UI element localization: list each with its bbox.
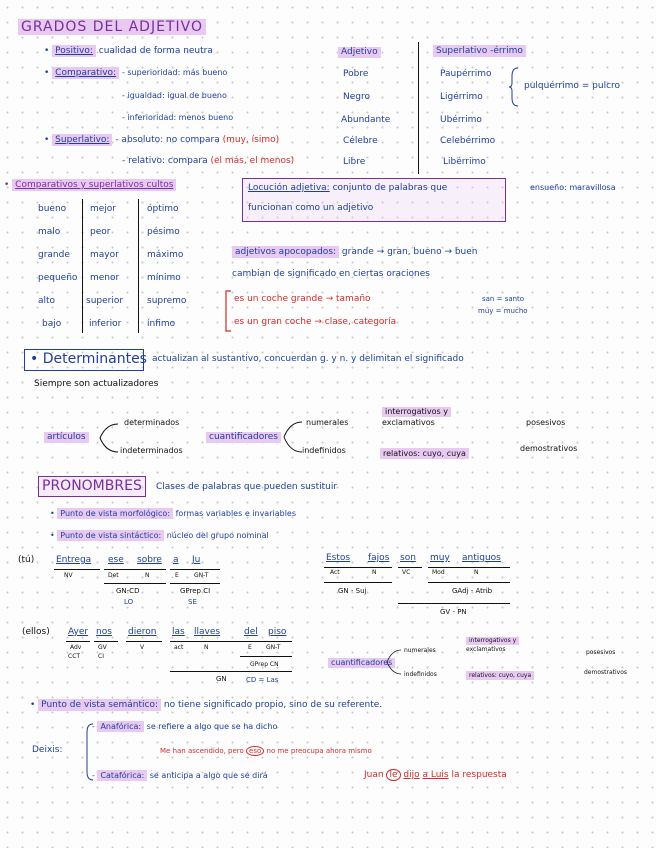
word: nos bbox=[96, 627, 112, 637]
locucion-line2: funcionan como un adjetivo bbox=[248, 203, 374, 213]
word: antiguos bbox=[462, 553, 501, 563]
sup-absoluto-note: (muy, ísimo) bbox=[222, 135, 280, 145]
divider bbox=[82, 199, 83, 333]
mini-interrogativos: interrogativos y bbox=[466, 637, 519, 645]
branch-icon bbox=[384, 646, 402, 678]
branch-icon bbox=[96, 420, 120, 456]
mini-numerales: numerales bbox=[404, 647, 436, 654]
tag: GN-T bbox=[266, 644, 281, 651]
tag: N bbox=[372, 569, 377, 576]
word: sobre bbox=[137, 555, 162, 565]
determinantes-def: actualizan al sustantivo, concuerdan g. y n. y delimitan el significado bbox=[152, 354, 464, 364]
apocopados-line: adjetivos apocopados: grande → gran, bueno → buen bbox=[232, 248, 478, 257]
word: piso bbox=[268, 627, 287, 637]
tag: VC bbox=[402, 569, 411, 576]
mini-indefinidos: indefinidos bbox=[404, 671, 437, 678]
word: del bbox=[244, 627, 258, 637]
word: Ju bbox=[192, 555, 201, 565]
pronombres-title: PRONOMBRES bbox=[42, 478, 142, 494]
word: Estos bbox=[326, 553, 351, 563]
word: son bbox=[400, 553, 416, 563]
word: fajos bbox=[368, 553, 390, 563]
locucion-line1: Locución adjetiva: conjunto de palabras que bbox=[248, 183, 448, 193]
numerales-label: numerales bbox=[306, 418, 349, 427]
tag: GV bbox=[98, 644, 107, 651]
superlativo-label: Superlativo: bbox=[52, 134, 112, 146]
group: GAdj - Atrib bbox=[452, 587, 493, 595]
sup-absoluto: - absoluto: no compara bbox=[115, 135, 220, 145]
deixis-label: Deixis: bbox=[32, 745, 63, 755]
word: ese bbox=[108, 555, 124, 565]
tag: Adv bbox=[70, 644, 82, 651]
tag: N bbox=[204, 644, 209, 651]
tag: CI bbox=[98, 653, 104, 660]
apocopados-note: san = santo bbox=[482, 295, 525, 303]
table-cell: ínfimo bbox=[147, 319, 176, 329]
adjetivo-item: Abundante bbox=[341, 115, 391, 125]
comp-igualdad: - igualdad: igual de bueno bbox=[122, 91, 227, 100]
posesivos-label: posesivos bbox=[526, 418, 566, 427]
cataforica-example: Juan le dijo a Luis la respuesta bbox=[364, 770, 507, 780]
relativos-label: relativos: cuyo, cuya bbox=[380, 450, 469, 458]
superlativo-item: Ligérrimo bbox=[440, 92, 483, 102]
determinantes-note: Siempre son actualizadores bbox=[34, 379, 159, 389]
group: GPrep CI bbox=[180, 587, 211, 595]
word: muy bbox=[430, 553, 450, 563]
pronombres-def: Clases de palabras que pueden sustituir bbox=[156, 482, 338, 492]
sup-relativo-line bbox=[122, 157, 294, 166]
tag: E bbox=[248, 644, 252, 651]
table-cell: bueno bbox=[38, 204, 67, 214]
morf-line: • Punto de vista morfológico: formas variables e invariables bbox=[50, 509, 297, 518]
table-cell: grande bbox=[38, 250, 70, 260]
apocopados-example: es un gran coche → clase, categoría bbox=[234, 317, 397, 327]
tag: V bbox=[140, 644, 145, 651]
table-cell: óptimo bbox=[147, 204, 179, 214]
tag: E bbox=[175, 572, 179, 579]
adjetivo-item: Célebre bbox=[343, 136, 378, 146]
tag: GN-T bbox=[194, 572, 209, 579]
demostrativos-label: demostrativos bbox=[520, 444, 578, 453]
cuantificadores-label: cuantificadores bbox=[206, 432, 281, 443]
determinantes-title: • Determinantes bbox=[30, 351, 147, 367]
sup-relativo-note: (el más, el menos) bbox=[210, 156, 295, 166]
superlativo-item: Libérrimo bbox=[443, 157, 486, 167]
mini-posesivos: posesivos bbox=[586, 649, 616, 656]
circled-word: eso bbox=[246, 746, 264, 756]
table-cell: mínimo bbox=[147, 273, 181, 283]
divider bbox=[138, 199, 139, 333]
word: a bbox=[173, 555, 179, 565]
tag: Det bbox=[108, 572, 119, 579]
page-title: GRADOS DEL ADJETIVO bbox=[18, 19, 206, 35]
group: CD = Las bbox=[246, 676, 279, 684]
table-cell: peor bbox=[90, 227, 111, 237]
group: LO bbox=[124, 598, 134, 606]
sint-line: • Punto de vista sintáctico: núcleo del grupo nominal bbox=[50, 531, 269, 540]
comparativo-label: Comparativo: bbox=[52, 67, 119, 79]
circled-word: le bbox=[386, 769, 400, 781]
anaforica-line: - Anafórica: se refiere a algo que se ha dicho bbox=[92, 722, 278, 731]
word: las bbox=[172, 627, 185, 637]
sem-line: • Punto de vista semántico: no tiene significado propio, sino de su referente. bbox=[30, 700, 383, 710]
bracket-icon bbox=[224, 290, 232, 332]
group: GN - Suj bbox=[338, 587, 367, 595]
group: GV - PN bbox=[440, 608, 467, 616]
group: SE bbox=[188, 598, 197, 606]
articulos-label: artículos bbox=[44, 432, 89, 443]
determinados-label: determinados bbox=[124, 418, 180, 427]
group: GPrep CN bbox=[250, 661, 279, 668]
tag: CCT bbox=[68, 653, 81, 660]
divider bbox=[418, 42, 419, 174]
subject-tu: (tú) bbox=[18, 555, 35, 565]
tag: N bbox=[474, 569, 479, 576]
word: Entrega bbox=[56, 555, 92, 565]
apocopados-note: muy = mucho bbox=[478, 307, 528, 315]
superlativo-item: Celebérrimo bbox=[440, 136, 496, 146]
table-cell: supremo bbox=[147, 296, 187, 306]
cultos-title: • Comparativos y superlativos cultos bbox=[4, 181, 176, 190]
adjetivo-header: Adjetivo bbox=[338, 47, 381, 58]
table-cell: bajo bbox=[42, 319, 62, 329]
positivo-line: • Positivo: cualidad de forma neutra bbox=[44, 46, 213, 56]
positivo-label: Positivo: bbox=[52, 45, 96, 57]
superlativo-item: Paupérrimo bbox=[440, 69, 492, 79]
word: llaves bbox=[194, 627, 221, 637]
side-note: pulquérrimo = pulcro bbox=[524, 81, 621, 91]
table-cell: superior bbox=[86, 296, 124, 306]
group: GN bbox=[216, 675, 227, 683]
locucion-example: ensueño: maravillosa bbox=[530, 183, 616, 192]
mini-exclamativos: exclamativos bbox=[466, 646, 506, 653]
comp-superioridad: - superioridad: más bueno bbox=[121, 68, 228, 77]
adjetivo-item: Pobre bbox=[343, 69, 369, 79]
tag: N bbox=[145, 572, 150, 579]
superlativo-item: Ubérrimo bbox=[440, 115, 482, 125]
table-cell: mayor bbox=[90, 250, 119, 260]
adjetivo-item: Libre bbox=[343, 157, 366, 167]
table-cell: menor bbox=[90, 273, 120, 283]
exclamativos-label: exclamativos bbox=[382, 418, 435, 427]
cataforica-line: - Catafórica: se anticipa a algo que se dirá bbox=[92, 771, 268, 780]
apocopados-example: es un coche grande → tamaño bbox=[234, 294, 371, 304]
table-cell: pequeño bbox=[38, 273, 78, 283]
group: GN-CD bbox=[116, 587, 140, 595]
indeterminados-label: indeterminados bbox=[120, 446, 183, 455]
comp-inferioridad: - inferioridad: menos bueno bbox=[122, 113, 234, 122]
mini-relativos: relativos: cuyo, cuya bbox=[466, 673, 534, 679]
interrogativos-label: interrogativos y bbox=[382, 407, 451, 417]
word: dieron bbox=[128, 627, 157, 637]
brace-icon bbox=[508, 66, 520, 108]
tag: Mod bbox=[432, 569, 445, 576]
mini-demostrativos: demostrativos bbox=[584, 669, 628, 676]
anaforica-example: Me han ascendido, pero eso no me preocupa ahora mismo bbox=[160, 747, 372, 755]
sup-relativo: - relativo: compara bbox=[122, 156, 208, 166]
table-cell: mejor bbox=[90, 204, 117, 214]
table-cell: malo bbox=[38, 227, 61, 237]
superlativo-header: Superlativo -érrimo bbox=[433, 47, 526, 56]
tag: NV bbox=[64, 572, 73, 579]
word: Ayer bbox=[68, 627, 89, 637]
apocopados-line2: cambian de significado en ciertas oraciones bbox=[232, 269, 430, 279]
table-cell: inferior bbox=[89, 319, 122, 329]
comparativo-line: • Comparativo: - superioridad: más bueno bbox=[44, 68, 228, 78]
adjetivo-item: Negro bbox=[343, 92, 370, 102]
superlativo-line: • Superlativo: - absoluto: no compara (muy, ísimo) bbox=[44, 135, 280, 145]
branch-icon bbox=[280, 418, 304, 456]
table-cell: máximo bbox=[147, 250, 184, 260]
mini-cuantificadores: cuantificadores bbox=[328, 658, 395, 668]
indefinidos-label: indefinidos bbox=[302, 446, 346, 455]
tag: act bbox=[174, 644, 184, 651]
tag: Act bbox=[330, 569, 340, 576]
subject-ellos: (ellos) bbox=[22, 627, 50, 637]
table-cell: pésimo bbox=[147, 227, 180, 237]
positivo-text: cualidad de forma neutra bbox=[98, 46, 213, 56]
table-cell: alto bbox=[38, 296, 56, 306]
